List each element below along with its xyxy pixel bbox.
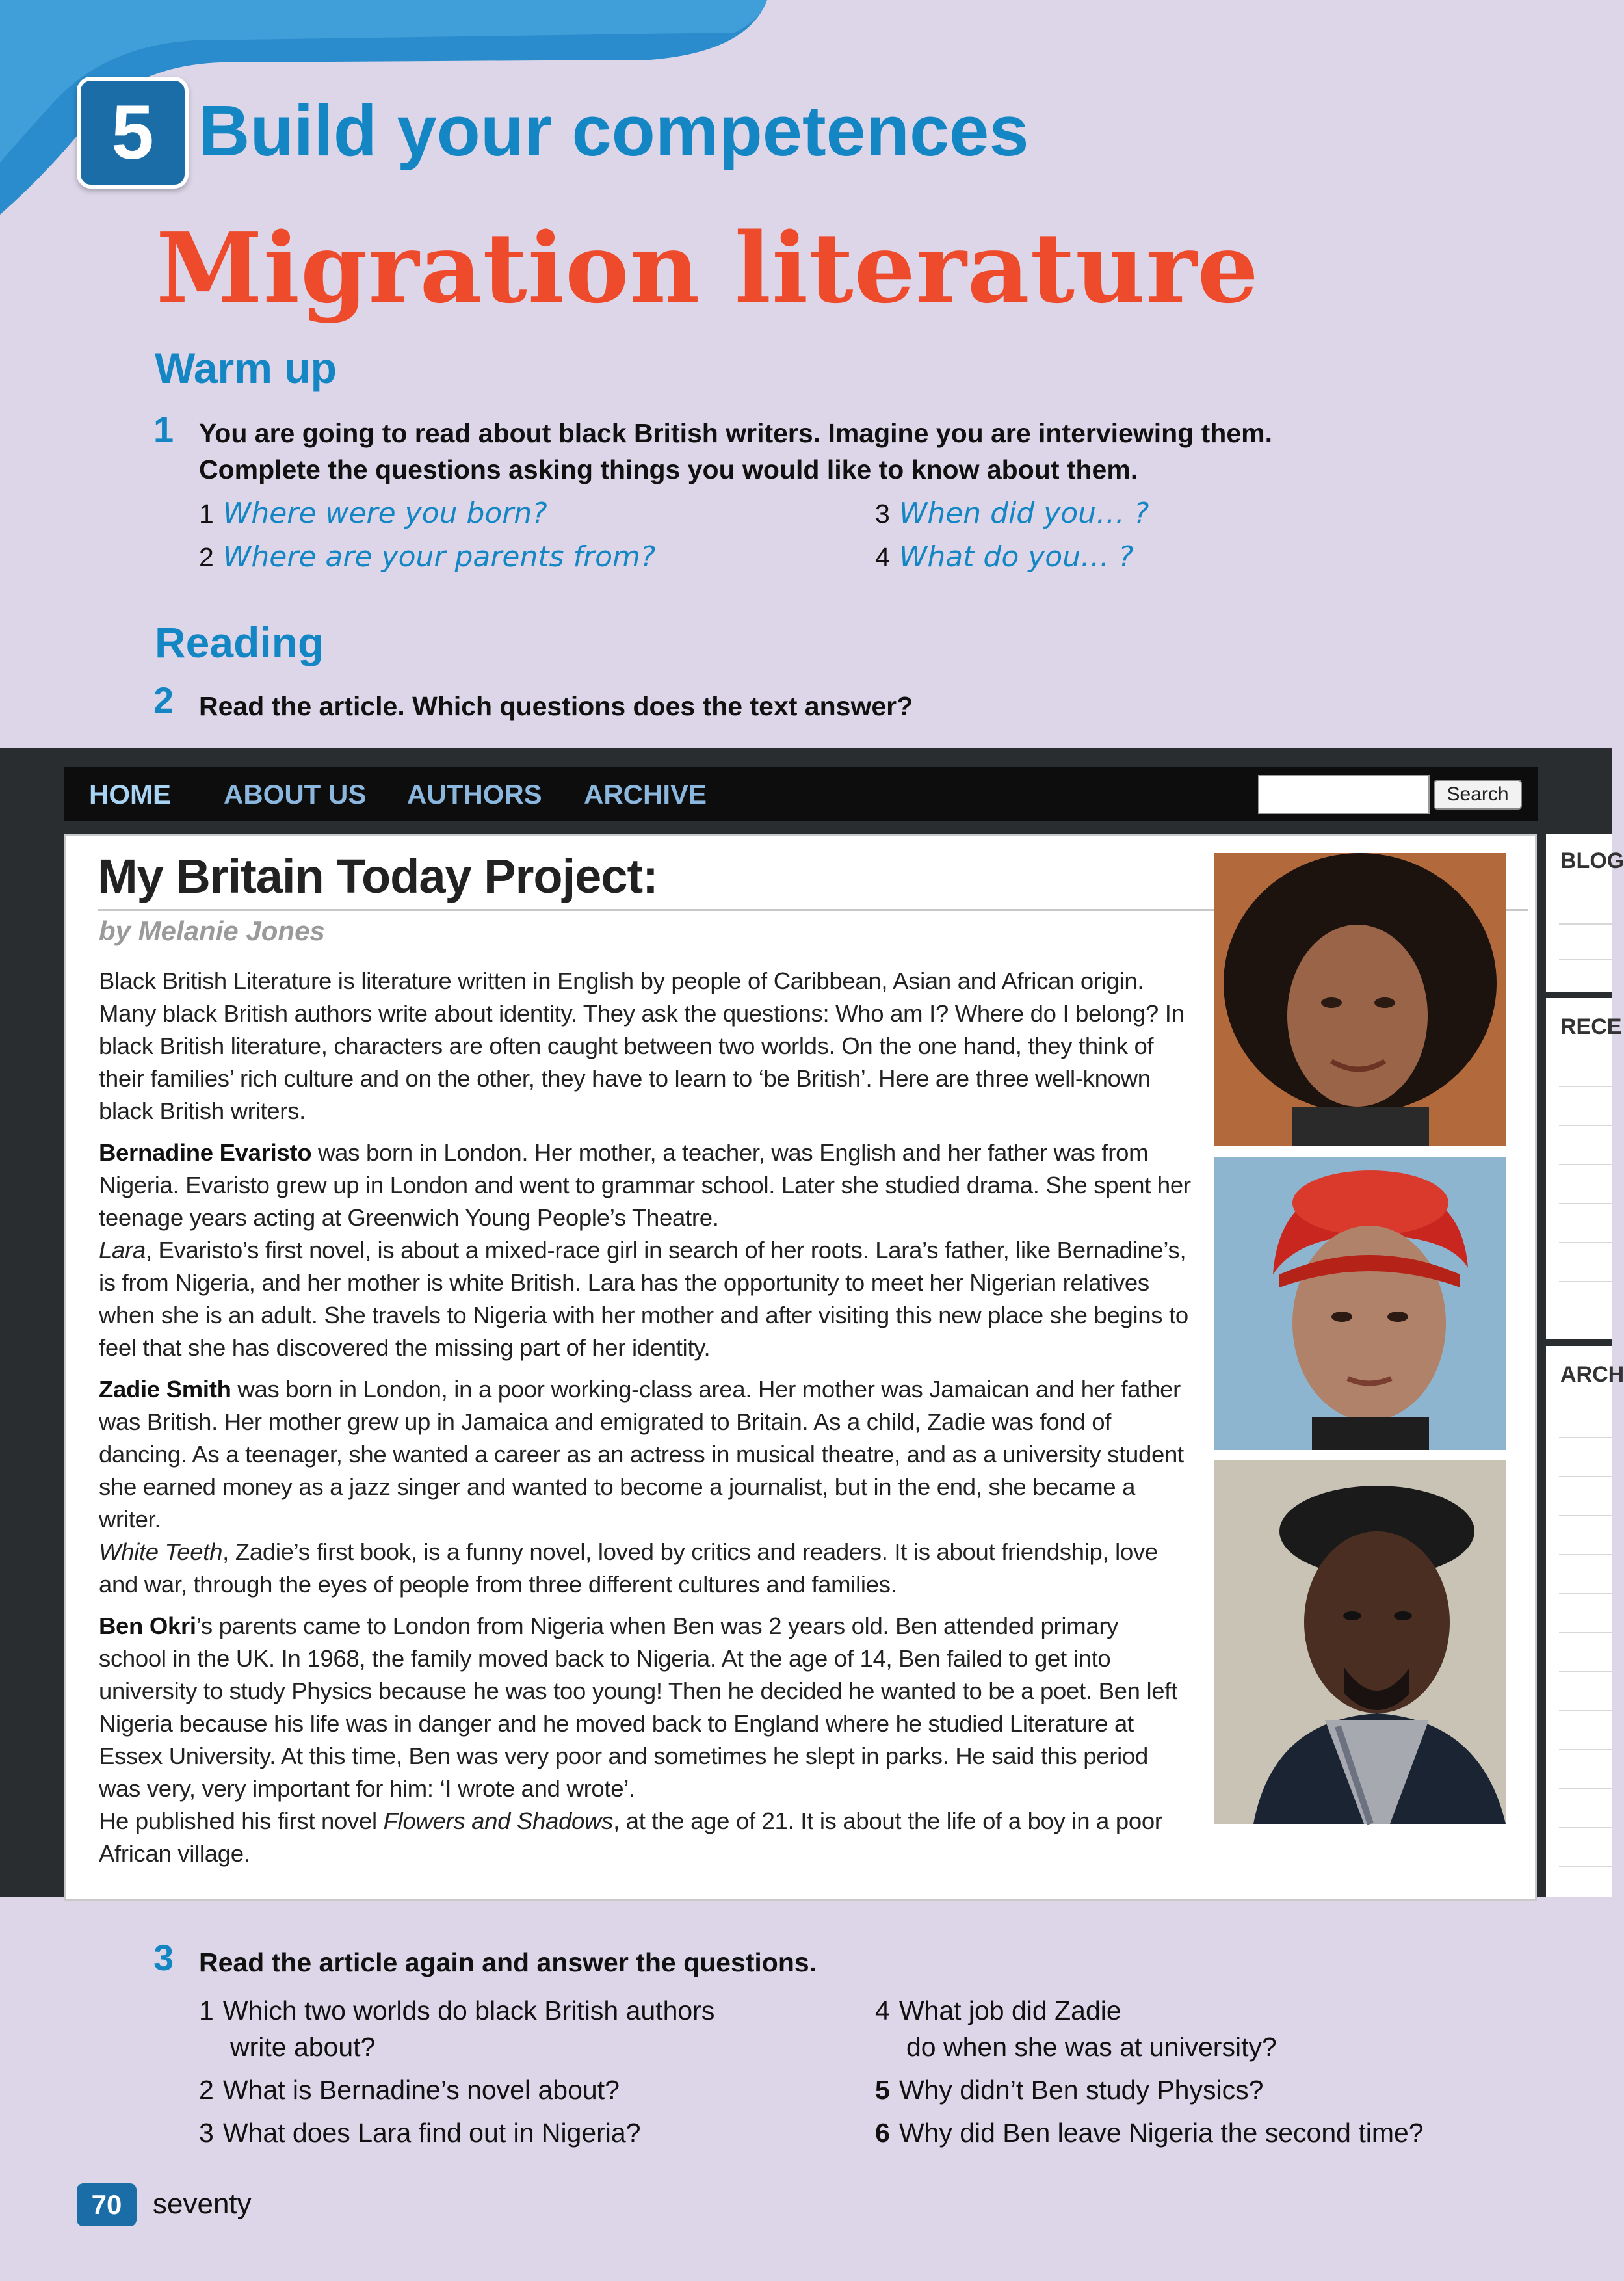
sidebar-divider xyxy=(1559,1086,1612,1087)
article-title: My Britain Today Project: xyxy=(98,849,658,903)
unit-title: Build your competences xyxy=(198,91,1029,171)
question-item xyxy=(875,2072,1263,2108)
paragraph-text: , Zadie’s first book, is a funny novel, loved by critics and readers. It is about friendship, love and war, through the eyes of people from three different cultures and families. xyxy=(99,1538,1158,1598)
question-text: What is Bernadine’s novel about? xyxy=(222,2075,620,2105)
sidebar-divider xyxy=(1559,1515,1612,1516)
paragraph-text: ’s parents came to London from Nigeria when Ben was 2 years old. Ben attended primary school in the UK. In 1968, the family moved back to Nigeria. At the age of 14, Ben failed to get into university to study Physics because he was too young! Then he decided he wanted to be a poet. Ben left Nigeria because his life was in danger and he moved back to England where he studied Literature at Essex University. At this time, Ben was very poor and sometimes he slept in parks. He said this period was very, very important for him: ‘I wrote and wrote’. xyxy=(99,1613,1177,1802)
exercise-1-instruction xyxy=(199,415,1272,488)
sidebar-divider xyxy=(1559,1866,1612,1867)
exercise-3-instruction: Read the article again and answer the questions. xyxy=(199,1947,817,1977)
article-byline: by Melanie Jones xyxy=(99,916,325,946)
question-text: What does Lara find out in Nigeria? xyxy=(222,2118,641,2148)
sidebar-divider xyxy=(1559,1632,1612,1633)
exercise-3-number: 3 xyxy=(153,1937,174,1978)
item-number: 4 xyxy=(875,1996,890,2025)
warm-up-item xyxy=(875,540,1133,574)
sidebar-divider xyxy=(1559,959,1612,960)
warm-up-item xyxy=(199,497,547,530)
nav-about-us[interactable]: ABOUT US xyxy=(224,779,367,810)
book-title: Flowers and Shadows xyxy=(383,1808,614,1834)
sidebar-divider xyxy=(1559,1242,1612,1243)
page-number-badge: 70 xyxy=(77,2183,137,2226)
item-number: 4 xyxy=(875,542,890,572)
zadie-paragraph xyxy=(99,1373,1191,1601)
sidebar-divider xyxy=(1559,1125,1612,1126)
bernadine-paragraph xyxy=(99,1137,1191,1364)
sidebar-divider xyxy=(1559,1827,1612,1828)
sidebar-divider xyxy=(1559,1476,1612,1477)
search-input[interactable] xyxy=(1258,775,1430,814)
search-button[interactable]: Search xyxy=(1434,780,1522,810)
exercise-1-number: 1 xyxy=(153,409,174,450)
item-number: 2 xyxy=(199,2075,214,2105)
nav-archive[interactable]: ARCHIVE xyxy=(584,779,707,810)
item-number: 1 xyxy=(199,1996,214,2025)
question-text: Which two worlds do black British authors xyxy=(222,1996,715,2025)
question-item xyxy=(875,1992,1277,2065)
sidebar-heading-archive[interactable]: ARCH xyxy=(1560,1362,1624,1387)
item-number: 6 xyxy=(875,2118,890,2148)
page-title: Migration literature xyxy=(156,211,1259,324)
item-number: 2 xyxy=(199,542,214,572)
page-number-word: seventy xyxy=(153,2188,252,2220)
unit-number-badge: 5 xyxy=(77,77,189,189)
sidebar-divider xyxy=(1559,1671,1612,1672)
question-text: Why did Ben leave Nigeria the second time? xyxy=(898,2118,1424,2148)
reading-heading: Reading xyxy=(155,618,324,666)
item-number: 3 xyxy=(199,2118,214,2148)
book-title: Lara xyxy=(99,1237,146,1263)
ben-paragraph xyxy=(99,1610,1191,1870)
photo-bernadine-evaristo xyxy=(1214,853,1506,1146)
paragraph-text: was born in London. Her mother, a teacher, was English and her father was from Nigeria. Evaristo grew up in London and went to grammar school. Later she studied drama. She spent her teenage years acting at Greenwich Young People’s Theatre. xyxy=(99,1139,1191,1231)
sidebar-divider xyxy=(1559,1164,1612,1165)
sidebar-separator xyxy=(1546,992,1612,998)
sidebar-divider xyxy=(1559,1281,1612,1282)
handwritten-answer: Where are your parents from? xyxy=(222,540,656,574)
author-name: Ben Okri xyxy=(99,1613,196,1639)
item-number: 3 xyxy=(875,499,890,529)
instruction-line: Complete the questions asking things you would like to know about them. xyxy=(199,455,1138,484)
instruction-line: You are going to read about black British writers. Imagine you are interviewing them. xyxy=(199,418,1272,448)
author-name: Bernadine Evaristo xyxy=(99,1139,312,1166)
warm-up-item xyxy=(199,540,655,574)
photo-zadie-smith xyxy=(1214,1157,1506,1450)
question-text: What job did Zadie xyxy=(898,1996,1121,2025)
book-title: White Teeth xyxy=(99,1538,223,1565)
handwritten-answer: Where were you born? xyxy=(222,497,547,530)
question-item xyxy=(875,2115,1424,2151)
nav-authors[interactable]: AUTHORS xyxy=(407,779,542,810)
warm-up-item xyxy=(875,497,1149,530)
question-text: do when she was at university? xyxy=(906,2032,1277,2062)
paragraph-text: He published his first novel xyxy=(99,1808,384,1834)
sidebar-divider xyxy=(1559,1749,1612,1750)
photo-ben-okri xyxy=(1214,1460,1506,1824)
paragraph-text: , Evaristo’s first novel, is about a mixed-race girl in search of her roots. Lara’s father, like Bernadine’s, is from Nigeria, and her mother is white British. Lara has the opportunity to meet her Nigerian relatives when she is an adult. She travels to Nigeria with her mother and after visiting this new place she begins to feel that she has discovered the missing part of her identity. xyxy=(99,1237,1188,1361)
handwritten-answer: When did you… ? xyxy=(898,497,1149,530)
sidebar-divider xyxy=(1559,923,1612,925)
question-text: Why didn’t Ben study Physics? xyxy=(898,2075,1264,2105)
sidebar-divider xyxy=(1559,1554,1612,1555)
item-number: 5 xyxy=(875,2075,890,2105)
author-name: Zadie Smith xyxy=(99,1376,231,1403)
intro-paragraph: Black British Literature is literature written in English by people of Caribbean, Asian and African origin. Many black British authors write about identity. They ask the questions: Who am I? Where do I belong? In black British literature, characters are often caught between two worlds. On the one hand, they think of their families’ rich culture and on the other, they have to learn to ‘be British’. Here are three well-known black British writers. xyxy=(99,968,1185,1124)
sidebar-divider xyxy=(1559,1788,1612,1789)
exercise-2-instruction: Read the article. Which questions does the text answer? xyxy=(199,691,913,721)
sidebar-heading-recent[interactable]: RECE xyxy=(1560,1014,1622,1039)
handwritten-answer: What do you… ? xyxy=(898,540,1134,574)
sidebar-divider xyxy=(1559,1593,1612,1594)
sidebar-divider xyxy=(1559,1203,1612,1204)
question-item xyxy=(199,2072,620,2108)
paragraph-text: was born in London, in a poor working-class area. Her mother was Jamaican and her father was British. Her mother grew up in Jamaica and emigrated to Britain. As a child, Zadie was fond of dancing. As a teenager, she wanted a career as an actress in musical theatre, and as a university student she earned money as a jazz singer and wanted to become a journalist, but in the end, she became a writer. xyxy=(99,1376,1184,1533)
sidebar-separator xyxy=(1546,1339,1612,1346)
sidebar-divider xyxy=(1559,1710,1612,1711)
nav-home[interactable]: HOME xyxy=(89,779,171,810)
warm-up-heading: Warm up xyxy=(155,344,337,392)
sidebar-heading-blog[interactable]: BLOG xyxy=(1560,849,1624,873)
article-body xyxy=(99,965,1191,1879)
item-number: 1 xyxy=(199,499,214,529)
question-text: write about? xyxy=(230,2032,376,2062)
question-item xyxy=(199,1992,714,2065)
exercise-2-number: 2 xyxy=(153,679,174,720)
question-item xyxy=(199,2115,641,2151)
sidebar-divider xyxy=(1559,1437,1612,1438)
paragraph-text: , at the age of 21. It is about the life of a boy in a poor African village. xyxy=(99,1808,1162,1867)
